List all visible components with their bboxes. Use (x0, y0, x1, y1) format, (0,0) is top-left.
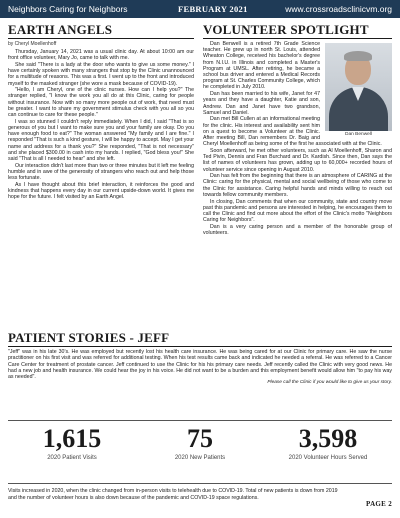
earth-angels-paragraph: "Hello, I am Cheryl, one of the clinic nurses. How can I help you?" The stranger replied, "I know the work you all do at this Clinic, caring for people without insurance. Now with so many more people out of work, that need must be greater. I want to share my government stimulus check with you all so you can continue to care for these people." (8, 87, 194, 119)
stat-value: 1,615 (42, 424, 102, 453)
org-name: Neighbors Caring for Neighbors (8, 4, 128, 14)
earth-angels-title: EARTH ANGELS (8, 22, 194, 39)
stats-footnote: Visits increased in 2020, when the clinic changed from in-person visits to telehealth due to COVID-19. Total of new patients is down from 2019 and the number of volunteer hours is also down because of the pandemic and COVID-19 space regulations. (8, 488, 338, 501)
volunteer-spotlight-title: VOLUNTEER SPOTLIGHT (203, 22, 392, 39)
volunteer-paragraph: Dan met Bill Cullen at an informational meeting for the clinic. His interest and availability sent him on a quest to become a Volunteer at the Clinic. After meeting Bill, Dan remembers Dr. Baig and Cheryl Moellenhoff as being some of the first he associated with at the Clinic. (203, 116, 382, 148)
issue-date: FEBRUARY 2021 (178, 4, 248, 14)
newsletter-header (0, 0, 400, 18)
website-url[interactable]: www.crossroadsclinicvm.org (285, 4, 392, 14)
stat-value: 3,598 (298, 424, 358, 453)
volunteer-paragraph: Dan has been married to his wife, Janet for 47 years and they have a daughter, Katie and son, Andrew. Dan and Janet have two grandson, Samuel and Daniel. (203, 91, 320, 116)
patient-stories-section (8, 330, 392, 386)
volunteer-paragraph: In closing, Dan comments that when our community, state and country move past this pandemic and persons are interested in helping, he encourages them to call the Clinic and find out more about the effort of the Clinic's motto "Neighbors Caring for Neighbors". (203, 198, 392, 224)
patient-story-body: "Jeff" was in his late 30's. He was employed but recently lost his health care insurance. He was being cared for at our Clinic for primary care. He saw the nurse practitioner on his first visit and was referred for additional testing. When his test results came back and indicated he needed a referral. He was referred to a Cancer Care Center for treatment of prostate cancer. Jeff continued to use the Clinic for his his primary care needs. Jeff recently called the Clinic with very good news. He had a new job and health insurance. We could hear the joy in his voice. He did not want to be a burden and this employment benefit would allow him "to pay his way as needed". (8, 349, 392, 381)
volunteer-paragraph: Soon afterward, he met other volunteers, such as Al Moellenhoff, Sharon and Ted Pivin, Dennis and Fran Burchard and Dr. Kardish. Since then, Dan says the list of names of volunteers has grown, adding up to 60,000+ recorded hours of volunteer service since opening in August 2010. (203, 147, 392, 173)
volunteer-photo (325, 43, 392, 131)
photo-caption: Dan Benwell (345, 132, 372, 137)
earth-angels-paragraph: Our interaction didn't last more than two or three minutes but it left me feeling humble and in awe of the generosity of strangers who reach out and help those less fortunate. (8, 162, 194, 182)
stat-volunteer-hours (264, 424, 392, 461)
divider (8, 483, 392, 484)
stat-new-patients (136, 424, 264, 461)
page-number: PAGE 2 (366, 500, 392, 508)
volunteer-paragraph: Dan has felt from the beginning that there is an atmosphere of CARING at the Clinic: caring for the physical, mental and social wellbeing of those who come to the Clinic for assistance. Caring helpful hands and minds willing to reach out towards fellow community members. (203, 173, 392, 198)
stat-label: 2020 Volunteer Hours Served (288, 455, 368, 461)
earth-angels-paragraph: Thursday, January 14, 2021 was a usual clinic day. At about 10:00 am our front office volunteer, Mary Jo, came to talk with me. (8, 49, 194, 62)
earth-angels-paragraph: As I have thought about this brief interaction, it reinforces the good and kindness that happens every day in our current upside-down world. It gives me hope for the future. I felt visited by an Earth Angel. (8, 181, 194, 201)
volunteer-paragraph: Dan is a very caring person and a member of the honorable group of volunteers. (203, 223, 392, 237)
stat-patient-visits (8, 424, 136, 461)
stat-label: 2020 Patient Visits (47, 455, 97, 461)
divider (8, 420, 392, 421)
stat-label: 2020 New Patients (174, 455, 226, 461)
earth-angels-byline: by Cheryl Moellenhoff (8, 41, 57, 47)
volunteer-paragraph: Dan Benwell is a retired 7th Grade Science teacher. He grew up in north St. Louis, attended Wheaton College, received his bachelor's degree from N.I.U. in Illinois and completed a Master's Program at UMSL. After retiring, he became a school bus driver and entered a Medical Records program at St. Charles Community College, which he completed in July 2010. (203, 41, 320, 91)
earth-angels-paragraph: She said "There is a lady at the door who wants to give us some money." I have certainly spoken with many strangers that stop by the Clinic unannounced for a multitude of reasons. This was a first. I went up to the front and introduced myself to the masked stranger (she wore a mask because of COVID-19). (8, 61, 194, 87)
story-invitation: Please call the Clinic if you would like to give us your story. (267, 380, 392, 386)
stats-row (8, 424, 392, 474)
earth-angels-paragraph: I was so stunned I couldn't reply immediately. When I did, I said "That is so generous of you but I want to make sure you and your family are okay. Do you have enough food to eat?" The woman answered "My family and I are fine." I responded "That is such a kind gesture, I will be happy to accept. May I get your name and address for a thank you?" She responded, "That is not necessary" and she placed $300.00 in cash into my hands. I replied, "God bless you!" She said "That is all I needed to hear" and she left. (8, 118, 194, 162)
stat-value: 75 (187, 424, 213, 453)
volunteer-spotlight-article (203, 22, 392, 332)
earth-angels-article (8, 22, 194, 322)
patient-stories-title: PATIENT STORIES - JEFF (8, 330, 392, 347)
